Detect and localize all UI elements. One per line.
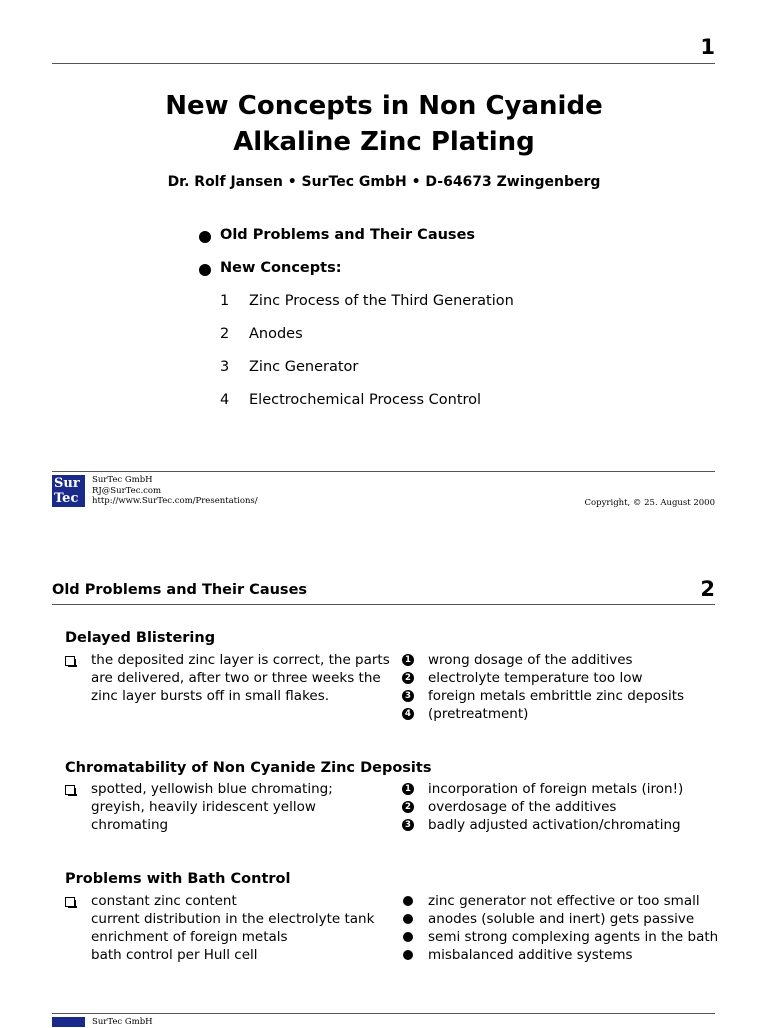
description-line: the deposited zinc layer is correct, the parts <box>91 652 390 668</box>
copyright: Copyright, © 25. August 2000 <box>584 498 715 508</box>
description-line: are delivered, after two or three weeks the <box>91 670 381 686</box>
concept-text: Electrochemical Process Control <box>249 392 482 408</box>
number-circle-icon: 4 <box>402 708 414 720</box>
page-number: 1 <box>700 35 715 59</box>
header-rule <box>52 63 715 64</box>
number-circle-icon: 3 <box>402 690 414 702</box>
bullet-icon <box>199 264 211 276</box>
page-number: 2 <box>700 577 715 601</box>
description-line: bath control per Hull cell <box>91 947 258 963</box>
surtec-logo <box>52 1017 85 1027</box>
logo-line-1: Sur <box>54 476 80 491</box>
number-circle-icon: 3 <box>402 819 414 831</box>
block-heading: Delayed Blistering <box>65 630 216 646</box>
checkbox-bullet-icon <box>65 656 75 666</box>
surtec-logo <box>52 475 85 507</box>
description-line: chromating <box>91 817 169 833</box>
bullet-icon <box>403 896 413 906</box>
author-line: Dr. Rolf Jansen • SurTec GmbH • D-64673 Zwingenberg <box>167 174 601 190</box>
concept-number: 2 <box>220 326 230 342</box>
bullet-icon <box>199 231 211 243</box>
concept-text: Anodes <box>249 326 303 342</box>
section-title: Old Problems and Their Causes <box>52 582 308 598</box>
footer-contact <box>92 475 258 507</box>
bullet-icon <box>403 950 413 960</box>
logo-line-2: Tec <box>54 491 79 506</box>
cause-text: wrong dosage of the additives <box>428 652 633 668</box>
block-description <box>91 651 390 705</box>
cause-text: anodes (soluble and inert) gets passive <box>428 911 695 927</box>
concept-text: Zinc Generator <box>249 359 359 375</box>
description-line: enrichment of foreign metals <box>91 929 288 945</box>
footer-url: http://www.SurTec.com/Presentations/ <box>92 496 258 506</box>
footer-company: SurTec GmbH <box>92 475 153 485</box>
concept-number: 3 <box>220 359 230 375</box>
description-line: current distribution in the electrolyte tank <box>91 911 375 927</box>
description-line: greyish, heavily iridescent yellow <box>91 799 316 815</box>
document-title-line-1: New Concepts in Non Cyanide <box>165 91 603 121</box>
document-title-line-2: Alkaline Zinc Plating <box>233 127 535 157</box>
outline-item: New Concepts: <box>220 260 342 276</box>
footer-rule <box>52 1013 715 1014</box>
outline-item: Old Problems and Their Causes <box>220 227 476 243</box>
cause-text: incorporation of foreign metals (iron!) <box>428 781 684 797</box>
description-line: spotted, yellowish blue chromating; <box>91 781 333 797</box>
number-circle-icon: 2 <box>402 801 414 813</box>
cause-text: semi strong complexing agents in the bath <box>428 929 719 945</box>
number-circle-icon: 2 <box>402 672 414 684</box>
cause-text: foreign metals embrittle zinc deposits <box>428 688 685 704</box>
cause-text: electrolyte temperature too low <box>428 670 643 686</box>
footer-rule <box>52 471 715 472</box>
concept-number: 4 <box>220 392 230 408</box>
block-description <box>91 892 374 964</box>
cause-text: badly adjusted activation/chromating <box>428 817 681 833</box>
bullet-icon <box>403 914 413 924</box>
header-rule <box>52 604 715 605</box>
cause-text: zinc generator not effective or too small <box>428 893 700 909</box>
description-line: zinc layer bursts off in small flakes. <box>91 688 330 704</box>
footer-company: SurTec GmbH <box>92 1017 153 1027</box>
cause-text: (pretreatment) <box>428 706 529 722</box>
concept-number: 1 <box>220 293 230 309</box>
block-description <box>91 780 333 834</box>
cause-text: overdosage of the additives <box>428 799 617 815</box>
number-circle-icon: 1 <box>402 654 414 666</box>
block-heading: Chromatability of Non Cyanide Zinc Deposits <box>65 760 432 776</box>
number-circle-icon: 1 <box>402 783 414 795</box>
cause-text: misbalanced additive systems <box>428 947 633 963</box>
checkbox-bullet-icon <box>65 897 75 907</box>
block-heading: Problems with Bath Control <box>65 871 291 887</box>
description-line: constant zinc content <box>91 893 237 909</box>
checkbox-bullet-icon <box>65 785 75 795</box>
concept-text: Zinc Process of the Third Generation <box>249 293 514 309</box>
bullet-icon <box>403 932 413 942</box>
footer-email: RJ@SurTec.com <box>92 485 162 496</box>
